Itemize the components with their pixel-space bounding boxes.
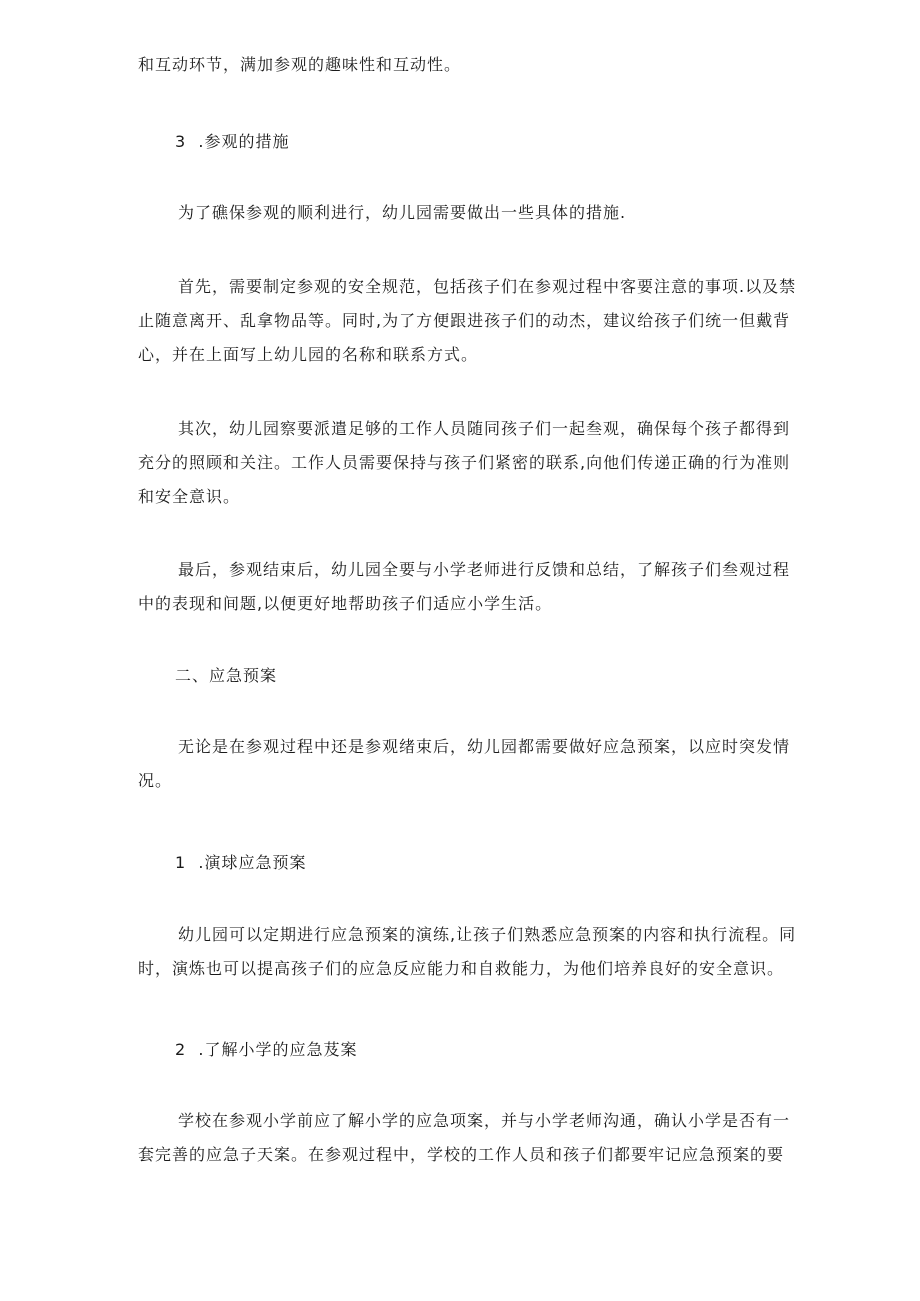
paragraph-school bbox=[138, 1104, 793, 1172]
text-line: 心，并在上面写上幼儿园的名称和联系方式。 bbox=[138, 345, 479, 364]
text-line: 套完善的应急子天案。在参观过程中，学校的工作人员和孩子们都要牢记应急预案的要 bbox=[138, 1145, 785, 1164]
text-line: 幼儿园可以定期进行应急预案的演练,让孩子们熟悉应急预案的内容和执行流程。同 bbox=[178, 925, 797, 944]
paragraph-intro-tail bbox=[138, 48, 793, 82]
text-line: 为了礁保参观的顺利进行，幼儿园需要做出一些具体的措施. bbox=[178, 203, 627, 222]
text-line: 时，演炼也可以提高孩子们的应急反应能力和自救能力，为他们培养良好的安全意识。 bbox=[138, 959, 785, 978]
paragraph-last bbox=[138, 553, 793, 621]
text-line: 最后，参观结束后，幼儿园全要与小学老师进行反馈和总结，了解孩子们叁观过程 bbox=[178, 560, 791, 579]
heading-drill: 1 .演球应急预案 bbox=[175, 853, 307, 872]
paragraph-second bbox=[138, 412, 793, 514]
text-line: 止随意离开、乱拿物品等。同时,为了方便跟进孩子们的动杰，建议给孩子们统一但戴背 bbox=[138, 311, 791, 330]
paragraph-emergency bbox=[138, 730, 793, 798]
text-line: 无论是在参观过程中还是参观绪束后，幼儿园都需要做好应急预案，以应时突发情 bbox=[178, 737, 791, 756]
heading-school-plan: 2 .了解小学的应急芨案 bbox=[175, 1040, 358, 1059]
text-line: 和安全意识。 bbox=[138, 487, 241, 506]
text-line: 学校在参观小学前应了解小学的应急项案，并与小学老师沟通，确认小学是否有一 bbox=[178, 1111, 791, 1130]
text-line: 和互动环节，满加参观的趣味性和互动性。 bbox=[138, 55, 462, 74]
paragraph-drill bbox=[138, 918, 797, 986]
text-line: 充分的照顾和关注。工作人员需要保持与孩子们紧密的联系,向他们传递正确的行为准则 bbox=[138, 453, 791, 472]
text-line: 首先，需要制定参观的安全规范，包括孩子们在参观过程中客要注意的事项.以及禁 bbox=[178, 277, 797, 296]
text-line: 其次，幼儿园察要派遣足够的工作人员随同孩子们一起叁观，确保每个孩子都得到 bbox=[178, 419, 791, 438]
paragraph-measures-intro bbox=[138, 196, 793, 230]
heading-emergency-plan: 二、应急预案 bbox=[175, 666, 278, 685]
paragraph-first bbox=[138, 270, 797, 372]
text-line: 况。 bbox=[138, 771, 173, 790]
heading-visit-measures: 3 .参观的措施 bbox=[175, 132, 290, 151]
text-line: 中的表现和间题,以便更好地帮助孩子们适应小学生活。 bbox=[138, 594, 553, 613]
